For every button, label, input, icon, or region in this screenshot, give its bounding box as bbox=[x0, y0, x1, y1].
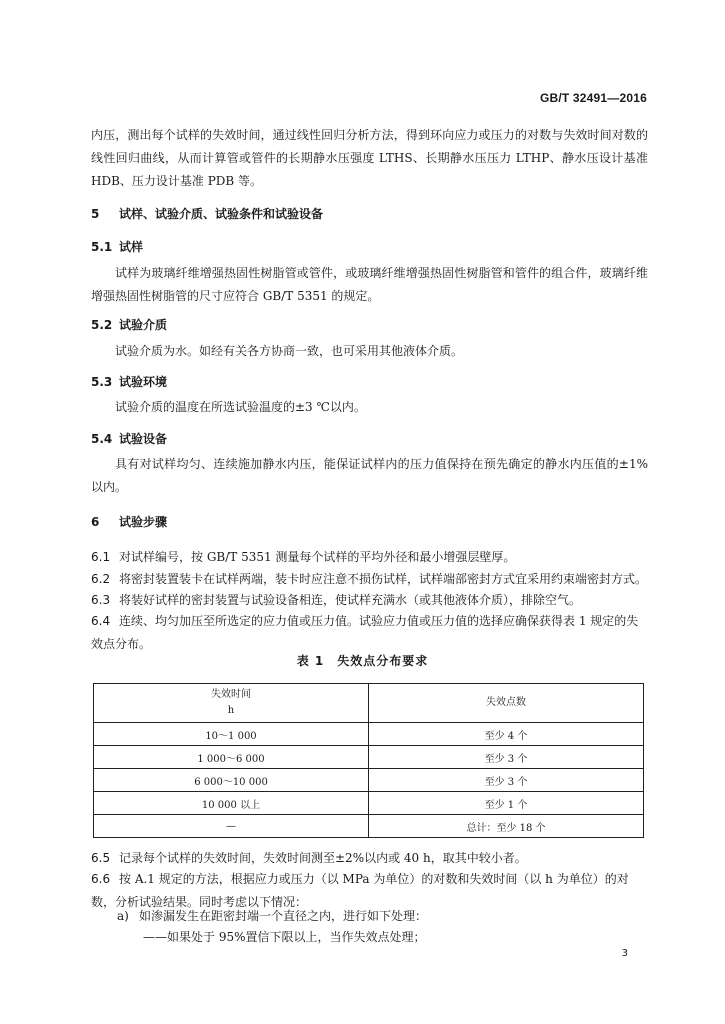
section-5-heading bbox=[91, 205, 323, 222]
step-number: 6.5 bbox=[91, 851, 111, 865]
subsection-5-1-heading bbox=[91, 238, 143, 255]
subsection-title: 试验设备 bbox=[119, 432, 168, 446]
table-header-failure-count: 失效点数 bbox=[369, 684, 644, 723]
standard-code: GB/T 32491—2016 bbox=[539, 91, 647, 105]
table-cell-time: 1 000～6 000 bbox=[94, 746, 369, 769]
table-row bbox=[94, 723, 644, 746]
subsection-5-2-body: 试验介质为水。如经有关各方协商一致，也可采用其他液体介质。 bbox=[115, 344, 464, 358]
table-cell-count: 至少 3 个 bbox=[369, 746, 644, 769]
list-item-a bbox=[117, 905, 427, 928]
step-6-2 bbox=[91, 568, 648, 591]
page-number: 3 bbox=[621, 948, 628, 959]
subsection-title: 试验环境 bbox=[119, 375, 168, 389]
table-cell-time: — bbox=[94, 815, 369, 838]
subsection-number: 5.2 bbox=[91, 318, 113, 332]
header-label: 失效时间 bbox=[211, 689, 251, 700]
step-6-4 bbox=[91, 610, 648, 656]
table-header-failure-time bbox=[94, 684, 369, 723]
subsection-title: 试样 bbox=[119, 240, 144, 254]
table-cell-time: 6 000～10 000 bbox=[94, 769, 369, 792]
subsection-5-1-body: 试样为玻璃纤维增强热固性树脂管或管件，或玻璃纤维增强热固性树脂管和管件的组合件，玻璃纤维增强热固性树脂管的尺寸应符合 GB/T 5351 的规定。 bbox=[91, 266, 648, 303]
subsection-number: 5.1 bbox=[91, 240, 113, 254]
step-text: 记录每个试样的失效时间，失效时间测至±2%以内或 40 h，取其中较小者。 bbox=[119, 851, 527, 865]
step-number: 6.6 bbox=[91, 872, 111, 886]
table-cell-count: 至少 4 个 bbox=[369, 723, 644, 746]
section-title: 试验步骤 bbox=[119, 515, 168, 529]
subsection-5-3-heading bbox=[91, 373, 167, 390]
subsection-title: 试验介质 bbox=[119, 318, 168, 332]
table-row bbox=[94, 792, 644, 815]
step-text: 按 A.1 规定的方法，根据应力或压力（以 MPa 为单位）的对数和失效时间（以 h 为单位）的对数，分析试验结果。同时考虑以下情况： bbox=[91, 872, 629, 909]
table-cell-time: 10～1 000 bbox=[94, 723, 369, 746]
subsection-5-3-body: 试验介质的温度在所选试验温度的±3 ℃以内。 bbox=[115, 400, 366, 414]
step-text: 将装好试样的密封装置与试验设备相连，使试样充满水（或其他液体介质），排除空气。 bbox=[119, 593, 582, 607]
table-row bbox=[94, 746, 644, 769]
step-6-3 bbox=[91, 589, 648, 612]
step-text: 将密封装置装卡在试样两端，装卡时应注意不损伤试样，试样端部密封方式宜采用约束端密封方式。 bbox=[119, 572, 648, 586]
section-number: 6 bbox=[91, 515, 100, 529]
step-number: 6.3 bbox=[91, 593, 111, 607]
section-title: 试样、试验介质、试验条件和试验设备 bbox=[119, 207, 324, 221]
table-cell-count: 至少 1 个 bbox=[369, 792, 644, 815]
step-text: 连续、均匀加压至所选定的应力值或压力值。试验应力值或压力值的选择应确保获得表 1 规定的失效点分布。 bbox=[91, 614, 639, 651]
step-number: 6.2 bbox=[91, 572, 111, 586]
list-text: 如渗漏发生在距密封端一个直径之内，进行如下处理： bbox=[139, 909, 428, 923]
table-cell-count: 至少 3 个 bbox=[369, 769, 644, 792]
table-cell-time: 10 000 以上 bbox=[94, 792, 369, 815]
table-cell-count: 总计：至少 18 个 bbox=[369, 815, 644, 838]
table-caption: 表 1 失效点分布要求 bbox=[296, 654, 429, 668]
subsection-5-2-heading bbox=[91, 316, 167, 333]
table-row bbox=[94, 769, 644, 792]
section-number: 5 bbox=[91, 207, 100, 221]
intro-paragraph: 内压，测出每个试样的失效时间，通过线性回归分析方法，得到环向应力或压力的对数与失效时间对数的线性回归曲线，从而计算管或管件的长期静水压强度 LTHS、长期静水压压力 LTHP、静水压设计基准 HDB、压力设计基准 PDB 等。 bbox=[91, 128, 648, 188]
table-header-row bbox=[94, 684, 644, 723]
header-unit: h bbox=[227, 705, 235, 716]
subsection-5-4-heading bbox=[91, 430, 167, 447]
list-label: a) bbox=[117, 909, 129, 923]
failure-distribution-table bbox=[93, 683, 644, 838]
step-number: 6.1 bbox=[91, 550, 111, 564]
subsection-5-4-body: 具有对试样均匀、连续施加静水内压，能保证试样内的压力值保持在预先确定的静水内压值的±1%以内。 bbox=[91, 457, 648, 494]
step-6-1 bbox=[91, 546, 648, 569]
step-number: 6.4 bbox=[91, 614, 111, 628]
dash-list-item: ——如果处于 95%置信下限以上，当作失效点处理； bbox=[143, 930, 426, 944]
table-row bbox=[94, 815, 644, 838]
step-6-5 bbox=[91, 847, 648, 870]
subsection-number: 5.4 bbox=[91, 432, 113, 446]
subsection-number: 5.3 bbox=[91, 375, 113, 389]
step-text: 对试样编号，按 GB/T 5351 测量每个试样的平均外径和最小增强层壁厚。 bbox=[119, 550, 516, 564]
section-6-heading bbox=[91, 513, 167, 530]
